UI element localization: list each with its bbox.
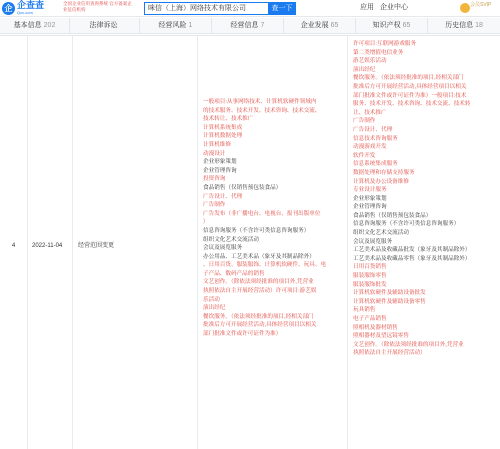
- logo-tagline: 全国企业信用查询系统 官方备案企业征信机构: [63, 1, 132, 12]
- after-line: 企业形象策划: [353, 195, 387, 202]
- row-index: 4: [11, 243, 16, 249]
- before-line: 一般项目:从事网络技术、计算机软硬件领域内: [203, 99, 317, 105]
- before-change-content: [203, 98, 326, 339]
- after-line: 演出经纪: [353, 66, 376, 73]
- before-line: 办公用品、工艺美术品（象牙及其制品除外）: [203, 253, 315, 260]
- after-line: 文艺创作。（除依法须经批准的项目外,凭营业: [353, 341, 464, 348]
- tab-risk[interactable]: 经营风险 1: [140, 18, 212, 34]
- after-line: 组织文化艺术交流活动: [353, 230, 409, 237]
- nav-apps[interactable]: 应用: [360, 4, 374, 11]
- logo[interactable]: [2, 1, 44, 15]
- col-divider: [72, 36, 73, 449]
- logo-text: 企查查: [17, 0, 45, 10]
- before-line: 演出经纪: [203, 305, 226, 312]
- before-line: 计算机数据处理: [203, 133, 243, 140]
- avatar[interactable]: [460, 3, 470, 13]
- header-nav: [360, 3, 414, 13]
- before-line: 广告制作: [203, 202, 226, 209]
- before-line: 乐活动: [203, 296, 220, 303]
- search-button[interactable]: 查一下: [268, 2, 296, 15]
- before-line: 子产品、数码产品的销售: [203, 270, 265, 277]
- search-input[interactable]: 咪信（上海）网络技术有限公司: [144, 2, 268, 15]
- before-line: 食品销售（仅销售预包装食品）: [203, 184, 282, 191]
- tab-history[interactable]: 历史信息 18: [445, 22, 483, 29]
- before-line: 、日用百货、服装服饰、计算机软硬件、玩具、电: [203, 262, 327, 269]
- before-line: 计算机系统集成: [203, 124, 243, 131]
- change-type: 经营范围变更: [78, 243, 115, 249]
- before-line: 广告设计、代理: [203, 193, 243, 200]
- change-record-table: [0, 35, 500, 449]
- before-line: 企业形象策划: [203, 159, 237, 166]
- col-divider: [347, 36, 348, 449]
- after-line: 部门批准文件或许可证件为准）一般项目:技术: [353, 92, 467, 99]
- after-line: 工艺美术品及收藏品零售（象牙及其制品除外）: [353, 255, 471, 262]
- after-line: 让、技术推广: [353, 109, 387, 116]
- after-line: 游艺娱乐活动: [353, 58, 387, 65]
- before-line: 动漫设计: [203, 150, 226, 157]
- after-line: 批准后方可开展经营活动,具体经营项目以相关: [353, 83, 467, 90]
- nav-enterprise-center[interactable]: 企业中心: [380, 4, 408, 11]
- after-line: 服装服饰批发: [353, 281, 387, 288]
- before-line: 广告发布（非广播电台、电视台、报刊出版单位: [203, 210, 321, 217]
- after-line: 电子产品销售: [353, 316, 387, 322]
- top-bar: [0, 0, 500, 17]
- before-line: 文艺创作。（除依法须经批准的项目外,凭营业: [203, 279, 314, 286]
- after-line: 信息咨询服务（不含许可类信息咨询服务）: [353, 221, 460, 228]
- before-line: 技术转让、技术推广: [203, 116, 254, 123]
- after-line: 工艺美术品及收藏品批发（象牙及其制品除外）: [353, 247, 471, 254]
- logo-icon: 企: [2, 2, 15, 15]
- after-line: 第二类增值电信业务: [353, 49, 404, 56]
- after-line: 广告设计、代理: [353, 126, 393, 133]
- before-line: 部门批准文件或许可证件为准）: [203, 331, 282, 338]
- after-line: 服务、技术开发、技术咨询、技术交流、技术转: [353, 101, 471, 108]
- vip-badge[interactable]: 会员SVIP: [470, 2, 492, 8]
- change-date: 2022-11-04: [32, 243, 63, 249]
- after-line: 玩具销售: [353, 307, 376, 314]
- after-line: 动漫游戏开发: [353, 144, 387, 151]
- after-line: 企业管理咨询: [353, 204, 387, 211]
- tab-legal[interactable]: 法律诉讼: [70, 18, 140, 34]
- after-line: 执照依法自主开展经营活动）: [353, 350, 426, 357]
- after-line: 会议及展览服务: [353, 238, 393, 245]
- after-line: 餐饮服务。（依法须经批准的项目,经相关部门: [353, 75, 464, 82]
- after-line: 许可项目:互联网游戏服务: [353, 41, 417, 47]
- after-line: 广告制作: [353, 118, 376, 125]
- before-line: 组织文化艺术交流活动: [203, 236, 259, 243]
- before-line: 会议及展览服务: [203, 245, 243, 252]
- after-line: 照相机及器材销售: [353, 324, 398, 331]
- before-line: 执照依法自主开展经营活动）许可项目:游艺娱: [203, 288, 317, 295]
- tab-operations[interactable]: 经营信息 7: [212, 18, 284, 34]
- before-line: ）: [203, 219, 209, 226]
- section-tabs: [0, 18, 500, 34]
- after-line: 计算机软硬件及辅助设备零售: [353, 298, 426, 305]
- tab-basic-info[interactable]: 基本信息 202: [0, 18, 70, 34]
- before-line: 投资咨询: [203, 176, 226, 183]
- tab-development[interactable]: 企业发展 65: [284, 18, 356, 34]
- before-line: 信息咨询服务（不含许可类信息咨询服务）: [203, 227, 310, 234]
- before-line: 批准后方可开展经营活动,具体经营项目以相关: [203, 322, 317, 329]
- logo-domain: Qcc.com: [17, 10, 33, 15]
- after-line: 专业设计服务: [353, 187, 387, 194]
- before-line: 餐饮服务。（依法须经批准的项目,经相关部门: [203, 313, 314, 320]
- after-line: 信息系统集成服务: [353, 161, 398, 168]
- after-line: 日用百货销售: [353, 264, 387, 271]
- before-line: 的技术服务、技术开发、技术咨询、技术交流、: [203, 107, 321, 114]
- after-line: 信息技术咨询服务: [353, 135, 398, 142]
- before-line: 企业管理咨询: [203, 167, 237, 174]
- after-line: 计算机软硬件及辅助设备批发: [353, 290, 426, 297]
- before-line: 计算机维修: [203, 141, 231, 148]
- after-line: 照相器材及望远镜零售: [353, 333, 409, 340]
- after-line: 软件开发: [353, 152, 376, 159]
- col-divider: [27, 36, 28, 449]
- col-divider: [197, 36, 198, 449]
- tab-ip[interactable]: 知识产权 65: [356, 18, 428, 34]
- after-line: 计算机及办公设备维修: [353, 178, 409, 185]
- after-line: 食品销售（仅销售预包装食品）: [353, 212, 432, 219]
- after-change-content: [353, 40, 470, 358]
- after-line: 数据处理和存储支持服务: [353, 169, 415, 176]
- after-line: 服装服饰零售: [353, 273, 387, 280]
